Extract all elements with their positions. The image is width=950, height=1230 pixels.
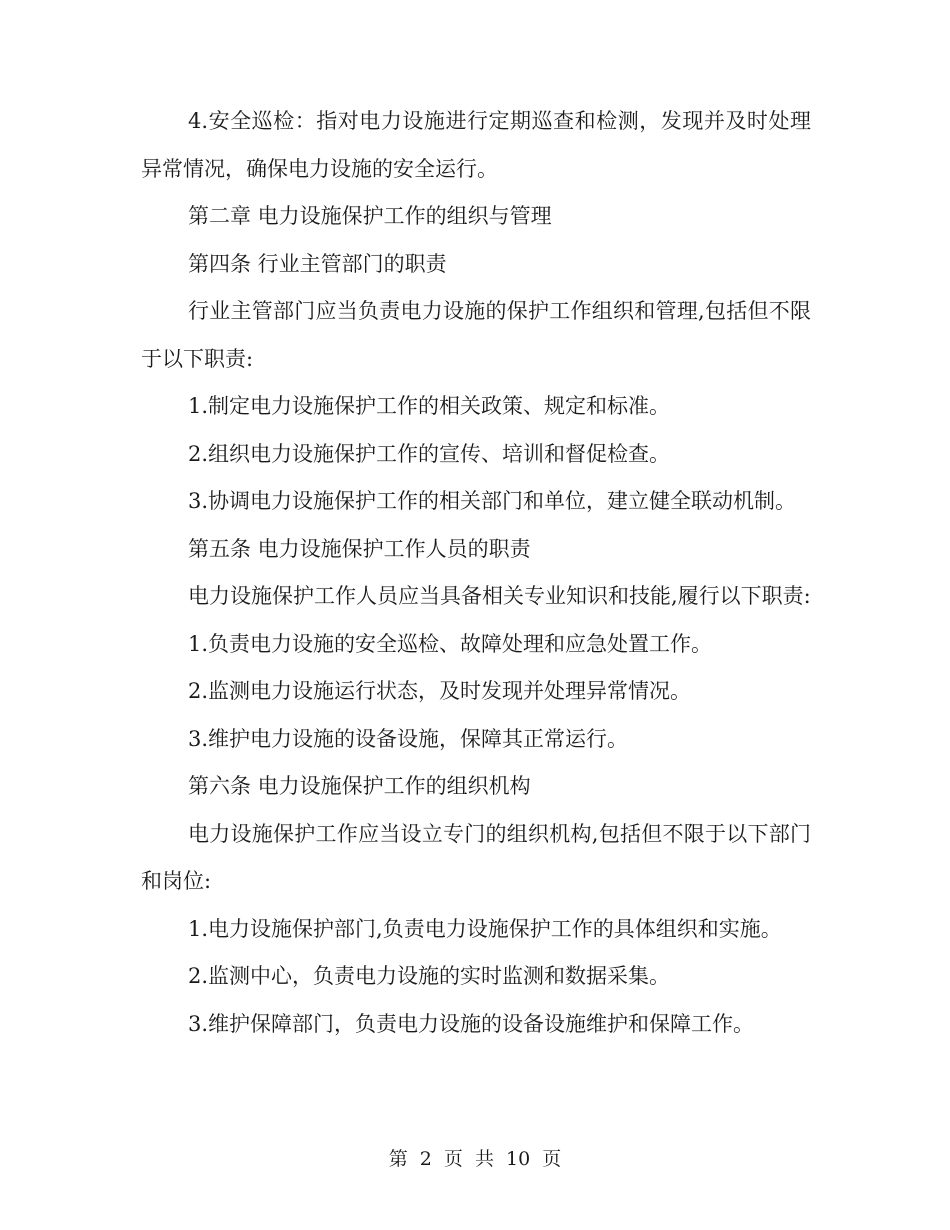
document-body: [141, 98, 811, 1048]
page-number-footer: 第 2 页 共 10 页: [388, 1148, 562, 1170]
list-item: 2.监测中心，负责电力设施的实时监测和数据采集。: [188, 964, 671, 988]
list-item: 2.组织电力设施保护工作的宣传、培训和督促检查。: [188, 441, 671, 466]
article-heading: 第六条 电力设施保护工作的组织机构: [188, 774, 531, 798]
list-item: 1.负责电力设施的安全巡检、故障处理和应急处置工作。: [188, 631, 713, 656]
paragraph: 行业主管部门应当负责电力设施的保护工作组织和管理,包括但不限于以下职责:: [141, 299, 811, 371]
paragraph: 电力设施保护工作应当设立专门的组织机构,包括但不限于以下部门和岗位:: [141, 821, 811, 893]
list-item: 3.协调电力设施保护工作的相关部门和单位，建立健全联动机制。: [188, 489, 797, 513]
paragraph: 电力设施保护工作人员应当具备相关专业知识和技能,履行以下职责:: [188, 584, 811, 608]
article-heading: 第五条 电力设施保护工作人员的职责: [188, 536, 531, 561]
chapter-heading: 第二章 电力设施保护工作的组织与管理: [188, 204, 552, 228]
list-item: 3.维护电力设施的设备设施，保障其正常运行。: [188, 726, 629, 751]
paragraph: 4.安全巡检：指对电力设施进行定期巡查和检测，发现并及时处理异常情况，确保电力设施的安全运行。: [141, 109, 811, 181]
list-item: 1.制定电力设施保护工作的相关政策、规定和标准。: [188, 394, 671, 418]
article-heading: 第四条 行业主管部门的职责: [188, 251, 447, 276]
list-item: 3.维护保障部门，负责电力设施的设备设施维护和保障工作。: [188, 1011, 755, 1036]
list-item: 2.监测电力设施运行状态，及时发现并处理异常情况。: [188, 679, 692, 703]
list-item: 1.电力设施保护部门,负责电力设施保护工作的具体组织和实施。: [188, 916, 782, 941]
